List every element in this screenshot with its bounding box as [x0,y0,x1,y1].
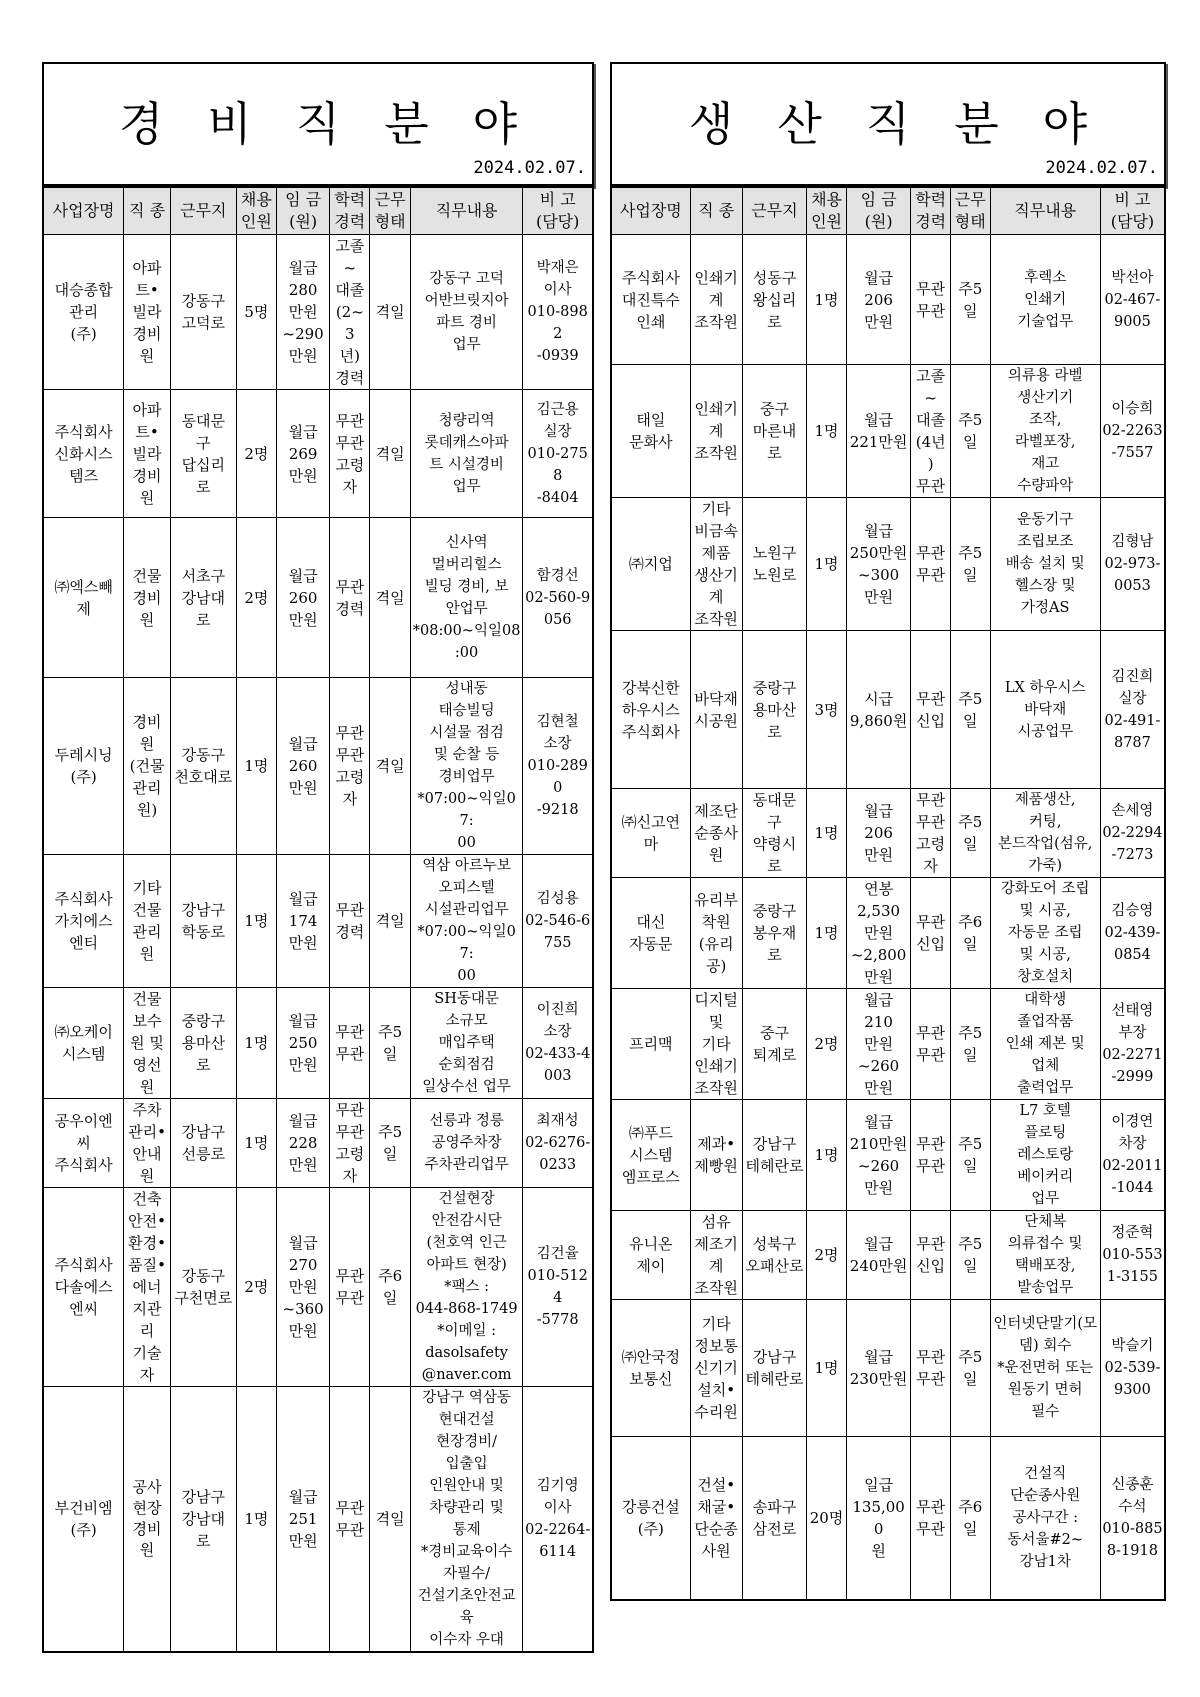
cell-duties: SH동대문 소규모 매입주택 순회점검 일상수선 업무 [410,988,523,1099]
cell-work-type: 격일 [370,390,410,518]
cell-location: 강남구 테헤란로 [742,1100,807,1211]
cell-duties: 의류용 라벨 생산기기 조작, 라벨포장, 재고 수량파악 [990,365,1100,498]
cell-work-type: 주5일 [950,1300,990,1437]
cell-location: 강남구 선릉로 [170,1099,236,1188]
cell-wage: 월급 206 만원 [846,235,911,365]
cell-education-experience: 무관 무관 [330,1387,370,1653]
cell-job-type: 디지털 및 기타 인쇄기 조작원 [690,989,742,1100]
cell-education-experience: 무관 무관 [911,1437,951,1600]
title-box-security [42,62,594,187]
cell-headcount: 3명 [807,631,847,789]
cell-education-experience: 무관 무관 [911,989,951,1100]
cell-duties: 운동기구 조립보조 배송 설치 및 헬스장 및 가정AS [990,498,1100,631]
column-header-headcount: 채용 인원 [236,187,276,235]
cell-company: 공우이엔 씨 주식회사 [43,1099,124,1188]
cell-job-type: 인쇄기 계 조작원 [690,235,742,365]
cell-duties: 후렉소 인쇄기 기술업무 [990,235,1100,365]
cell-company: 프리맥 [611,989,690,1100]
cell-location: 송파구 삼전로 [742,1437,807,1600]
cell-duties: 역삼 아르누보 오피스텔 시설관리업무 *07:00~익일07: 00 [410,855,523,988]
table-row [611,631,1165,789]
cell-company: ㈜푸드 시스템 엠프로스 [611,1100,690,1211]
cell-work-type: 주5일 [950,789,990,878]
cell-wage: 시급 9,860원 [846,631,911,789]
cell-company: 강릉건설 (주) [611,1437,690,1600]
cell-contact: 박재은 이사 010-8982 -0939 [523,235,593,390]
cell-education-experience: 고졸 ~ 대졸 (2~3 년) 경력 [330,235,370,390]
cell-duties: 선릉과 정릉 공영주차장 주차관리업무 [410,1099,523,1188]
cell-location: 중랑구 봉우재 로 [742,878,807,989]
column-header-education-experience: 학력 경력 [330,187,370,235]
cell-work-type: 주6일 [950,1437,990,1600]
cell-job-type: 아파 트• 빌라 경비 원 [124,235,171,390]
cell-company: ㈜지업 [611,498,690,631]
table-row [611,878,1165,989]
cell-location: 강남구 학동로 [170,855,236,988]
page-title-security: 경비직분야 [118,97,562,151]
cell-job-type: 기타 정보통 신기기 설치• 수리원 [690,1300,742,1437]
cell-duties: 대학생 졸업작품 인쇄 제본 및 업체 출력업무 [990,989,1100,1100]
table-row [611,1100,1165,1211]
column-header-company: 사업장명 [611,187,690,235]
cell-wage: 월급 260 만원 [277,518,330,678]
cell-location: 중구 퇴계로 [742,989,807,1100]
cell-headcount: 2명 [807,1211,847,1300]
cell-duties: 건설현장 안전감시단 (천호역 인근 아파트 현장) *팩스 : 044-868-1749 *이메일 : dasolsafety @naver.com [410,1188,523,1387]
cell-duties: 청량리역 롯데캐스아파 트 시설경비 업무 [410,390,523,518]
cell-work-type: 주5일 [950,989,990,1100]
cell-company: ㈜안국정 보통신 [611,1300,690,1437]
table-row [43,855,593,988]
cell-job-type: 기타 건물 관리 원 [124,855,171,988]
cell-education-experience: 무관 무관 [911,235,951,365]
column-header-location: 근무지 [742,187,807,235]
cell-duties: 강화도어 조립 및 시공, 자동문 조립 및 시공, 창호설치 [990,878,1100,989]
cell-location: 노원구 노원로 [742,498,807,631]
cell-location: 중구 마른내 로 [742,365,807,498]
cell-job-type: 건물 보수 원 및 영선 원 [124,988,171,1099]
table-row [611,989,1165,1100]
cell-company: 주식회사 가치에스 엔티 [43,855,124,988]
table-row [43,1188,593,1387]
cell-contact: 김성용 02-546-6 755 [523,855,593,988]
table-row [43,988,593,1099]
cell-work-type: 주6일 [370,1188,410,1387]
production-jobs-table [610,186,1166,1601]
table-row [611,1437,1165,1600]
cell-work-type: 격일 [370,855,410,988]
cell-wage: 월급 210만원 ~260 만원 [846,1100,911,1211]
cell-headcount: 20명 [807,1437,847,1600]
cell-headcount: 1명 [236,678,276,855]
cell-job-type: 건설• 채굴• 단순종 사원 [690,1437,742,1600]
cell-headcount: 2명 [236,518,276,678]
cell-headcount: 1명 [236,855,276,988]
table-row [43,678,593,855]
cell-education-experience: 무관 무관 고령 자 [911,789,951,878]
cell-education-experience: 무관 무관 [330,1188,370,1387]
title-box-production [610,62,1166,187]
cell-duties: LX 하우시스 바닥재 시공업무 [990,631,1100,789]
column-header-wage: 임 금 (원) [277,187,330,235]
cell-wage: 월급 250만원 ~300 만원 [846,498,911,631]
cell-job-type: 건물 경비 원 [124,518,171,678]
cell-job-type: 아파 트• 빌라 경비 원 [124,390,171,518]
cell-headcount: 1명 [807,365,847,498]
column-header-headcount: 채용 인원 [807,187,847,235]
cell-headcount: 1명 [236,1099,276,1188]
cell-duties: 단체복 의류접수 및 택배포장, 발송업무 [990,1211,1100,1300]
cell-education-experience: 무관 경력 [330,518,370,678]
cell-education-experience: 무관 무관 고령 자 [330,1099,370,1188]
cell-location: 강동구 구천면로 [170,1188,236,1387]
cell-contact: 이경연 차장 02-2011 -1044 [1100,1100,1165,1211]
cell-contact: 박선아 02-467- 9005 [1100,235,1165,365]
column-header-job-type: 직 종 [124,187,171,235]
cell-company: 대승종합 관리 (주) [43,235,124,390]
cell-work-type: 주5일 [370,1099,410,1188]
cell-location: 중랑구 용마산 로 [742,631,807,789]
cell-work-type: 주5일 [370,988,410,1099]
cell-company: 주식회사 신화시스 템즈 [43,390,124,518]
column-header-education-experience: 학력 경력 [911,187,951,235]
cell-job-type: 기타 비금속 제품 생산기 계 조작원 [690,498,742,631]
cell-duties: 강동구 고덕 어반브릿지아 파트 경비 업무 [410,235,523,390]
cell-education-experience: 무관 무관 [330,988,370,1099]
table-header-row [611,187,1165,235]
cell-work-type: 격일 [370,235,410,390]
cell-wage: 월급 174 만원 [277,855,330,988]
cell-work-type: 주5일 [950,365,990,498]
cell-headcount: 1명 [807,1300,847,1437]
cell-wage: 월급 228 만원 [277,1099,330,1188]
cell-headcount: 1명 [807,498,847,631]
cell-education-experience: 무관 무관 고령 자 [330,390,370,518]
table-row [43,1099,593,1188]
cell-job-type: 제조단 순종사 원 [690,789,742,878]
cell-location: 동대문 구 약령시 로 [742,789,807,878]
cell-headcount: 1명 [807,1100,847,1211]
cell-wage: 월급 251 만원 [277,1387,330,1653]
cell-company: ㈜신고연 마 [611,789,690,878]
cell-location: 성동구 왕십리 로 [742,235,807,365]
cell-wage: 월급 221만원 [846,365,911,498]
table-row [611,365,1165,498]
cell-wage: 월급 240만원 [846,1211,911,1300]
table-row [611,1300,1165,1437]
cell-education-experience: 무관 무관 [911,1100,951,1211]
table-header-row [43,187,593,235]
cell-job-type: 바닥재 시공원 [690,631,742,789]
table-row [43,235,593,390]
cell-headcount: 2명 [236,1188,276,1387]
cell-wage: 월급 269 만원 [277,390,330,518]
cell-wage: 월급 260 만원 [277,678,330,855]
cell-education-experience: 고졸 ~ 대졸 (4년 ) 무관 [911,365,951,498]
cell-education-experience: 무관 신입 [911,878,951,989]
cell-contact: 이승희 02-2263 -7557 [1100,365,1165,498]
cell-headcount: 1명 [807,235,847,365]
cell-contact: 박슬기 02-539- 9300 [1100,1300,1165,1437]
cell-work-type: 주5일 [950,498,990,631]
column-header-contact: 비 고 (담당) [1100,187,1165,235]
table-row [611,498,1165,631]
cell-duties: 신사역 멀버리힐스 빌딩 경비, 보 안업무 *08:00~익일08 :00 [410,518,523,678]
cell-location: 성북구 오패산로 [742,1211,807,1300]
cell-work-type: 주5일 [950,1100,990,1211]
cell-headcount: 1명 [807,878,847,989]
cell-company: 강북신한 하우시스 주식회사 [611,631,690,789]
cell-company: 부건비엠 (주) [43,1387,124,1653]
cell-wage: 월급 210 만원 ~260 만원 [846,989,911,1100]
cell-job-type: 공사 현장 경비 원 [124,1387,171,1653]
cell-wage: 월급 250 만원 [277,988,330,1099]
cell-location: 강동구 고덕로 [170,235,236,390]
cell-work-type: 주5일 [950,1211,990,1300]
cell-contact: 최재성 02-6276- 0233 [523,1099,593,1188]
cell-company: 주식회사 대진특수 인쇄 [611,235,690,365]
cell-headcount: 2명 [807,989,847,1100]
cell-job-type: 유리부 착원 (유리 공) [690,878,742,989]
cell-work-type: 격일 [370,678,410,855]
cell-job-type: 섬유 제조기 계 조작원 [690,1211,742,1300]
cell-contact: 김근용 실장 010-2758 -8404 [523,390,593,518]
page-title-production: 생산직분야 [688,97,1132,151]
cell-location: 중랑구 용마산 로 [170,988,236,1099]
cell-location: 동대문 구 답십리 로 [170,390,236,518]
cell-contact: 정준혁 010-553 1-3155 [1100,1211,1165,1300]
cell-contact: 이진희 소장 02-433-4 003 [523,988,593,1099]
column-header-location: 근무지 [170,187,236,235]
cell-education-experience: 무관 신입 [911,631,951,789]
cell-work-type: 격일 [370,518,410,678]
cell-education-experience: 무관 무관 고령 자 [330,678,370,855]
cell-duties: 제품생산, 커팅, 본드작업(섬유, 가죽) [990,789,1100,878]
cell-contact: 김건율 010-5124 -5778 [523,1188,593,1387]
cell-headcount: 1명 [236,988,276,1099]
cell-wage: 월급 206 만원 [846,789,911,878]
cell-headcount: 1명 [807,789,847,878]
cell-location: 강남구 테헤란로 [742,1300,807,1437]
cell-wage: 일급 135,000 원 [846,1437,911,1600]
column-header-work-type: 근무 형태 [950,187,990,235]
cell-company: 주식회사 다솔에스 엔씨 [43,1188,124,1387]
cell-work-type: 격일 [370,1387,410,1653]
cell-duties: 건설직 단순종사원 공사구간 : 동서울#2~ 강남1차 [990,1437,1100,1600]
cell-contact: 김현철 소장 010-2890 -9218 [523,678,593,855]
table-row [43,518,593,678]
cell-contact: 김진희 실장 02-491- 8787 [1100,631,1165,789]
cell-duties: L7 호텔 플로팅 레스토랑 베이커리 업무 [990,1100,1100,1211]
cell-education-experience: 무관 무관 [911,1300,951,1437]
column-header-wage: 임 금 (원) [846,187,911,235]
cell-duties: 강남구 역삼동 현대건설 현장경비/ 입출입 인원안내 및 차량관리 및 통제 *경비교육이수 자필수/ 건설기초안전교육 이수자 우대 [410,1387,523,1653]
security-jobs-table [42,186,594,1653]
cell-company: 대신 자동문 [611,878,690,989]
cell-contact: 김승영 02-439- 0854 [1100,878,1165,989]
cell-job-type: 인쇄기 계 조작원 [690,365,742,498]
cell-contact: 손세영 02-2294 -7273 [1100,789,1165,878]
table-row [611,789,1165,878]
cell-work-type: 주6일 [950,878,990,989]
cell-company: 유니온 제이 [611,1211,690,1300]
column-header-company: 사업장명 [43,187,124,235]
table-row [43,1387,593,1653]
cell-company: 태일 문화사 [611,365,690,498]
table-row [43,390,593,518]
cell-location: 서초구 강남대 로 [170,518,236,678]
cell-duties: 인터넷단말기(모 뎀) 회수 *운전면허 또는 원동기 면허 필수 [990,1300,1100,1437]
column-header-contact: 비 고 (담당) [523,187,593,235]
cell-headcount: 1명 [236,1387,276,1653]
cell-contact: 김형남 02-973- 0053 [1100,498,1165,631]
cell-job-type: 제과• 제빵원 [690,1100,742,1211]
cell-wage: 월급 280 만원 ~290 만원 [277,235,330,390]
column-header-duties: 직무내용 [990,187,1100,235]
cell-contact: 함경선 02-560-9 056 [523,518,593,678]
cell-job-type: 경비 원 (건물 관리 원) [124,678,171,855]
table-row [611,235,1165,365]
cell-location: 강남구 강남대 로 [170,1387,236,1653]
cell-headcount: 5명 [236,235,276,390]
cell-education-experience: 무관 무관 [911,498,951,631]
cell-contact: 신종훈 수석 010-885 8-1918 [1100,1437,1165,1600]
column-header-work-type: 근무 형태 [370,187,410,235]
cell-wage: 월급 270 만원 ~360 만원 [277,1188,330,1387]
cell-job-type: 건축 안전• 환경• 품질• 에너 지관 리 기술 자 [124,1188,171,1387]
cell-job-type: 주차 관리• 안내 원 [124,1099,171,1188]
cell-education-experience: 무관 경력 [330,855,370,988]
column-header-job-type: 직 종 [690,187,742,235]
cell-company: ㈜오케이 시스템 [43,988,124,1099]
cell-education-experience: 무관 신입 [911,1211,951,1300]
cell-company: ㈜엑스빼 제 [43,518,124,678]
cell-location: 강동구 천호대로 [170,678,236,855]
table-row [611,1211,1165,1300]
cell-work-type: 주5일 [950,631,990,789]
column-header-duties: 직무내용 [410,187,523,235]
cell-headcount: 2명 [236,390,276,518]
cell-work-type: 주5일 [950,235,990,365]
date-production: 2024.02.07. [1045,158,1158,178]
cell-company: 두레시닝 (주) [43,678,124,855]
cell-wage: 월급 230만원 [846,1300,911,1437]
date-security: 2024.02.07. [473,158,586,178]
cell-contact: 선태영 부장 02-2271 -2999 [1100,989,1165,1100]
cell-duties: 성내동 태승빌딩 시설물 점검 및 순찰 등 경비업무 *07:00~익일07: 00 [410,678,523,855]
cell-wage: 연봉 2,530 만원 ~2,800 만원 [846,878,911,989]
cell-contact: 김기영 이사 02-2264- 6114 [523,1387,593,1653]
